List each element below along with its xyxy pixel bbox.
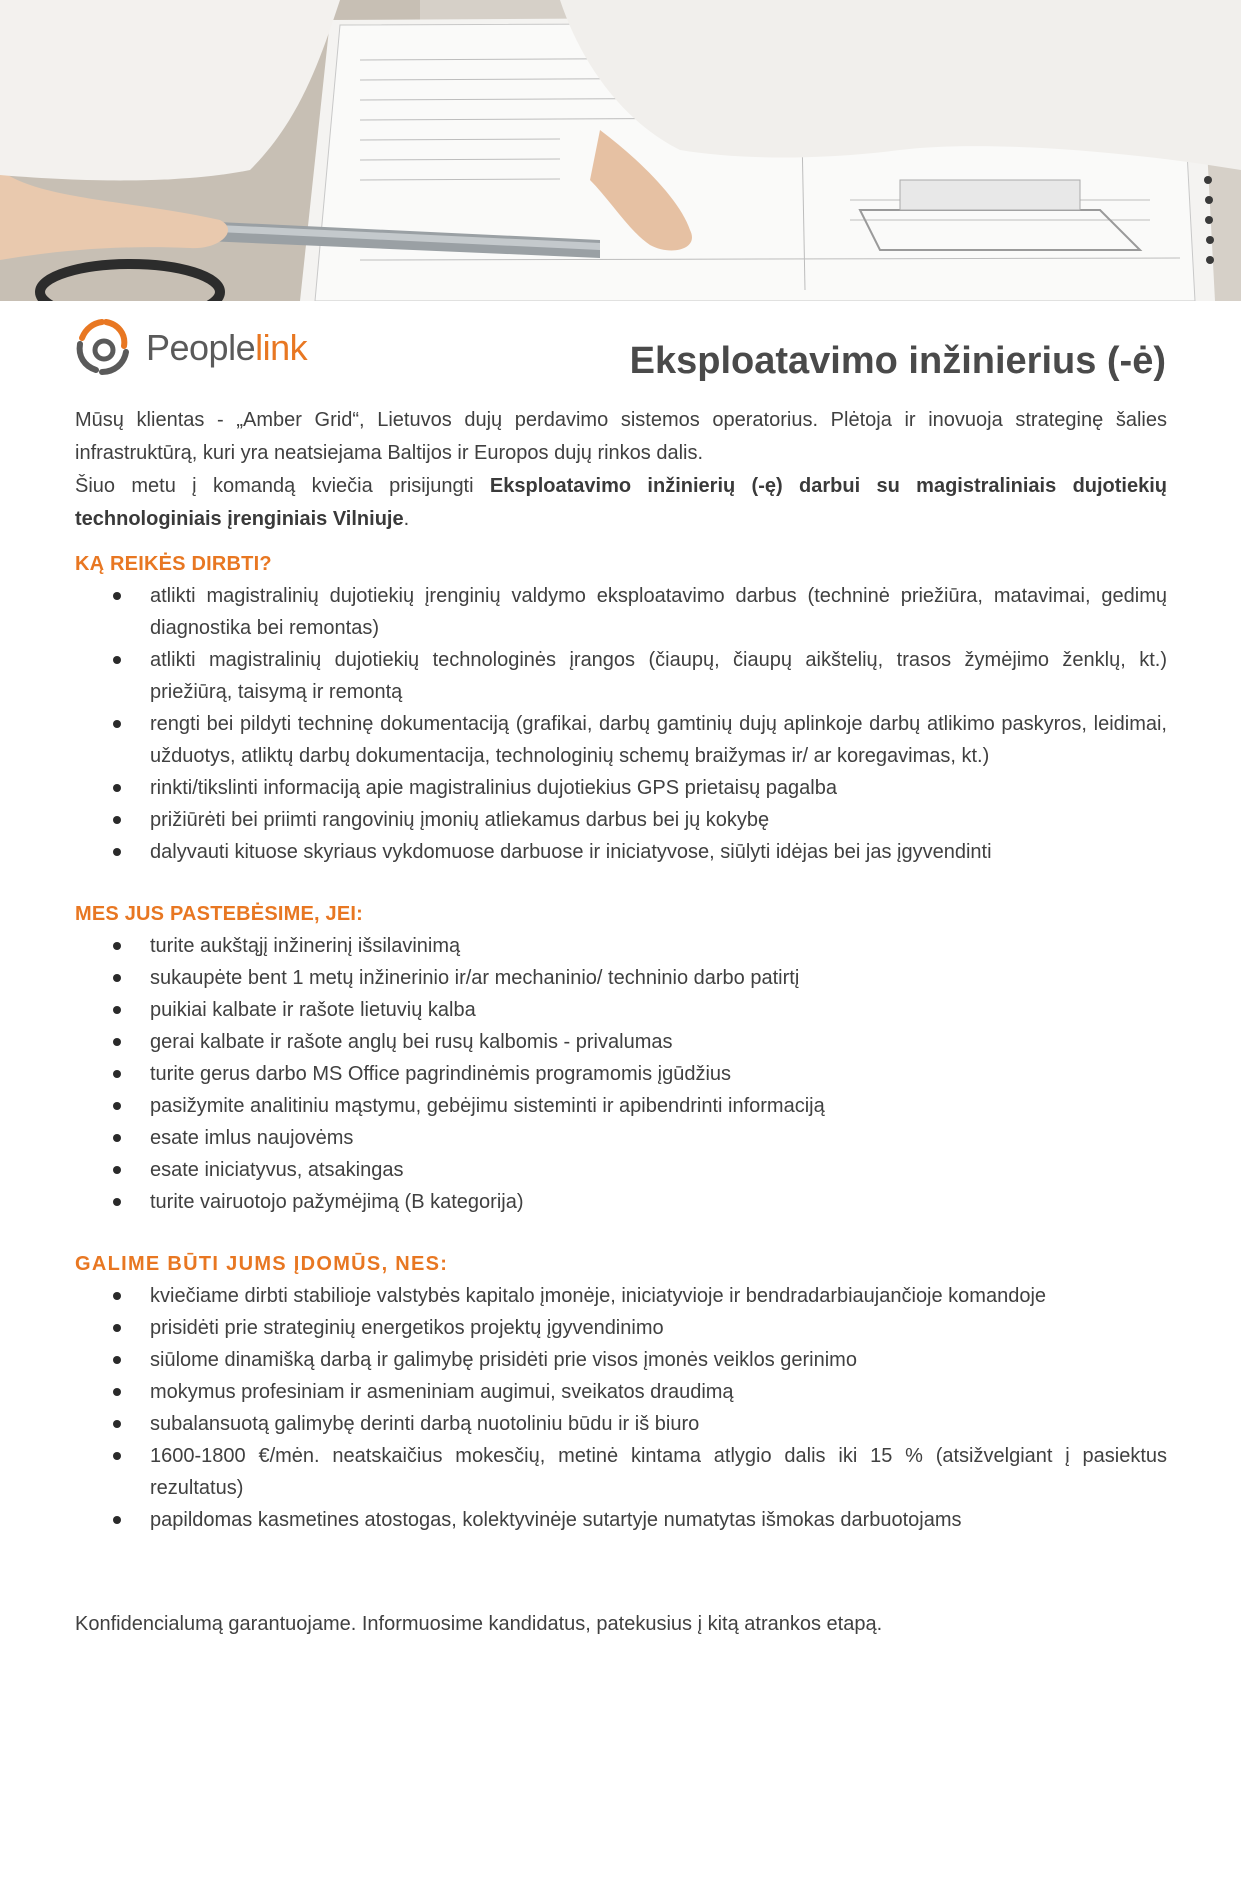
intro-line-2-suffix: . [403, 508, 410, 530]
list-item: pasižymite analitiniu mąstymu, gebėjimu sisteminti ir apibendrinti informaciją [75, 1090, 1167, 1122]
job-description [75, 404, 1167, 1536]
list-item: turite gerus darbo MS Office pagrindinėmis programomis įgūdžius [75, 1058, 1167, 1090]
intro-line-2-prefix: Šiuo metu į komandą kviečia prisijungti [75, 475, 490, 497]
peoplelink-logo [74, 317, 314, 379]
list-item: gerai kalbate ir rašote anglų bei rusų kalbomis - privalumas [75, 1026, 1167, 1058]
list-item: prisidėti prie strateginių energetikos projektų įgyvendinimo [75, 1312, 1167, 1344]
list-item: turite vairuotojo pažymėjimą (B kategorija) [75, 1186, 1167, 1218]
duties-list [75, 580, 1167, 868]
intro-line-2-bold: Eksploatavimo inžinierių (-ę) darbui su magistraliniais dujotiekių technologiniais įrenginiais Vilniuje [75, 475, 1168, 530]
benefits-list [75, 1280, 1167, 1536]
peoplelink-logo-mark [74, 318, 134, 378]
requirements-list [75, 930, 1167, 1218]
logo-wordmark-accent: link [255, 327, 308, 368]
section-heading-requirements: MES JUS PASTEBĖSIME, JEI: [75, 903, 364, 925]
list-item: atlikti magistralinių dujotiekių technologinės įrangos (čiaupų, čiaupų aikštelių, trasos žymėjimo ženklų, kt.) priežiūrą, taisymą ir remontą [75, 644, 1167, 708]
list-item: rinkti/tikslinti informaciją apie magistralinius dujotiekius GPS prietaisų pagalba [75, 772, 1167, 804]
confidentiality-note: Konfidencialumą garantuojame. Informuosime kandidatus, patekusius į kitą atrankos etapą. [75, 1613, 883, 1635]
list-item: sukaupėte bent 1 metų inžinerinio ir/ar mechaninio/ techninio darbo patirtį [75, 962, 1167, 994]
list-item: mokymus profesiniam ir asmeniniam augimui, sveikatos draudimą [75, 1376, 1167, 1408]
section-heading-benefits: GALIME BŪTI JUMS ĮDOMŪS, NES: [75, 1253, 449, 1275]
list-item: esate imlus naujovėms [75, 1122, 1167, 1154]
list-item: kviečiame dirbti stabilioje valstybės kapitalo įmonėje, iniciatyvioje ir bendradarbiaujančioje komandoje [75, 1280, 1167, 1312]
list-item: 1600-1800 €/mėn. neatskaičius mokesčių, metinė kintama atlygio dalis iki 15 % (atsižvelgiant į pasiektus rezultatus) [75, 1440, 1167, 1504]
list-item: subalansuotą galimybę derinti darbą nuotoliniu būdu ir iš biuro [75, 1408, 1167, 1440]
hero-photo [0, 0, 1241, 301]
list-item: siūlome dinamišką darbą ir galimybę prisidėti prie visos įmonės veiklos gerinimo [75, 1344, 1167, 1376]
logo-wordmark-main: People [146, 327, 256, 368]
job-title: Eksploatavimo inžinierius (-ė) [629, 340, 1166, 382]
list-item: puikiai kalbate ir rašote lietuvių kalba [75, 994, 1167, 1026]
list-item: prižiūrėti bei priimti rangovinių įmonių atliekamus darbus bei jų kokybę [75, 804, 1167, 836]
list-item: atlikti magistralinių dujotiekių įrenginių valdymo eksploatavimo darbus (techninė priežiūra, matavimai, gedimų diagnostika bei remontas) [75, 580, 1167, 644]
logo-wordmark [146, 327, 307, 369]
list-item: turite aukštąjį inžinerinį išsilavinimą [75, 930, 1167, 962]
list-item: esate iniciatyvus, atsakingas [75, 1154, 1167, 1186]
list-item: rengti bei pildyti techninę dokumentaciją (grafikai, darbų gamtinių dujų aplinkoje darbų atlikimo paskyros, leidimai, užduotys, atliktų darbų dokumentacija, technologinių schemų braižymas ir/ ar koregavimas, kt.) [75, 708, 1167, 772]
list-item: papildomas kasmetines atostogas, kolektyvinėje sutartyje numatytas išmokas darbuotojams [75, 1504, 1167, 1536]
intro-line-1: Mūsų klientas - „Amber Grid“, Lietuvos dujų perdavimo sistemos operatorius. Plėtoja ir inovuoja strateginę šalies infrastruktūrą, kuri yra neatsiejama Baltijos ir Europos dujų rinkos dalis. [75, 409, 1167, 464]
section-heading-duties: KĄ REIKĖS DIRBTI? [75, 553, 272, 575]
intro-paragraph [75, 404, 1167, 536]
list-item: dalyvauti kituose skyriaus vykdomuose darbuose ir iniciatyvose, siūlyti idėjas bei jas įgyvendinti [75, 836, 1167, 868]
